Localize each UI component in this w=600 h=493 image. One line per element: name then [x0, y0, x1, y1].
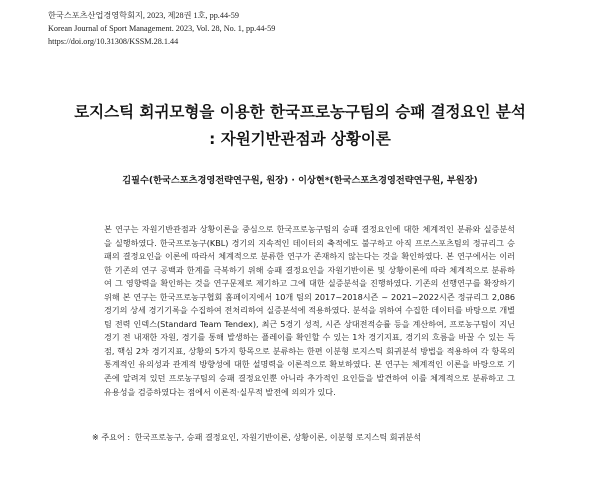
abstract — [92, 223, 515, 399]
abstract-text: 본 연구는 자원기반관점과 상황이론을 중심으로 한국프로농구팀의 승패 결정요인에 대한 체계적인 분류와 실증분석을 실행하였다. 한국프로농구(KBL) 경기의 지속적인 데이터의 축적에도 불구하고 아직 프로스포츠팀의 정규리그 승패의 결정요인을 이론에 따라서 체계적으로 분류한 연구가 존재하지 않는다는 것을 확인하였다. 본 연구에서는 이러한 기존의 연구 공백과 한계를 극복하기 위해 승패 결정요인을 자원기반이론 및 상황이론에 따라 체계적으로 분류하여 그 영향력을 확인하는 것을 연구문제로 제기하고 그에 대한 실증분석을 진행하였다. 기존의 선행연구를 확장하기 위해 본 연구는 한국프로농구협회 홈페이지에서 10개 팀의 2017~2018시즌 ~ 2021~2022시즌 정규리그 2,086경기의 상세 경기기록을 수집하여 전처리하여 실증분석에 적용하였다. 분석을 위하여 수집한 데이터를 바탕으로 개별 팀 전력 인덱스(Standard Team Tendex), 최근 5경기 성적, 시즌 상대전적승률 등을 계산하여, 프로농구팀이 지닌 경기 전 내재한 자원, 경기를 통해 발생하는 플레이를 확인할 수 있는 1차 경기지표, 경기의 흐름을 바꿀 수 있는 득점, 핵심 2차 경기지표, 상황의 5가지 항목으로 분류하는 한편 이분형 로지스틱 회귀분석 방법을 적용하여 각 항목의 통계적인 유의성과 관계적 방향성에 대한 설명력을 이론적으로 확보하였다. 본 연구는 체계적인 이론을 바탕으로 기존에 알려져 있던 프로농구팀의 승패 결정요인뿐 아니라 추가적인 요인들을 발견하여 이를 체계적으로 분류하고 그 유용성을 검증하였다는 점에서 이론적·실무적 발전에 의의가 있다. — [104, 224, 515, 397]
keywords-text: 한국프로농구, 승패 결정요인, 자원기반이론, 상황이론, 이분형 로지스틱 회귀분석 — [134, 432, 422, 442]
paper-title — [40, 99, 560, 153]
journal-citation-english: Korean Journal of Sport Management. 2023, Vol. 28, No. 1, pp.44-59 — [48, 24, 276, 33]
author-line: 김필수(한국스포츠경영전략연구원, 원장) · 이상현*(한국스포츠경영전략연구원, 부원장) — [122, 175, 478, 186]
keywords-label: ※ 주요어 : — [92, 432, 131, 442]
title-line-1: 로지스틱 회귀모형을 이용한 한국프로농구팀의 승패 결정요인 분석 — [74, 103, 526, 121]
journal-header — [48, 9, 568, 48]
doi-link[interactable]: https://doi.org/10.31308/KSSM.28.1.44 — [48, 37, 179, 46]
keywords — [92, 432, 522, 443]
journal-citation-korean: 한국스포츠산업경영학회지, 2023, 제28권 1호, pp.44-59 — [48, 11, 239, 20]
title-line-2: : 자원기반관점과 상황이론 — [209, 130, 391, 148]
